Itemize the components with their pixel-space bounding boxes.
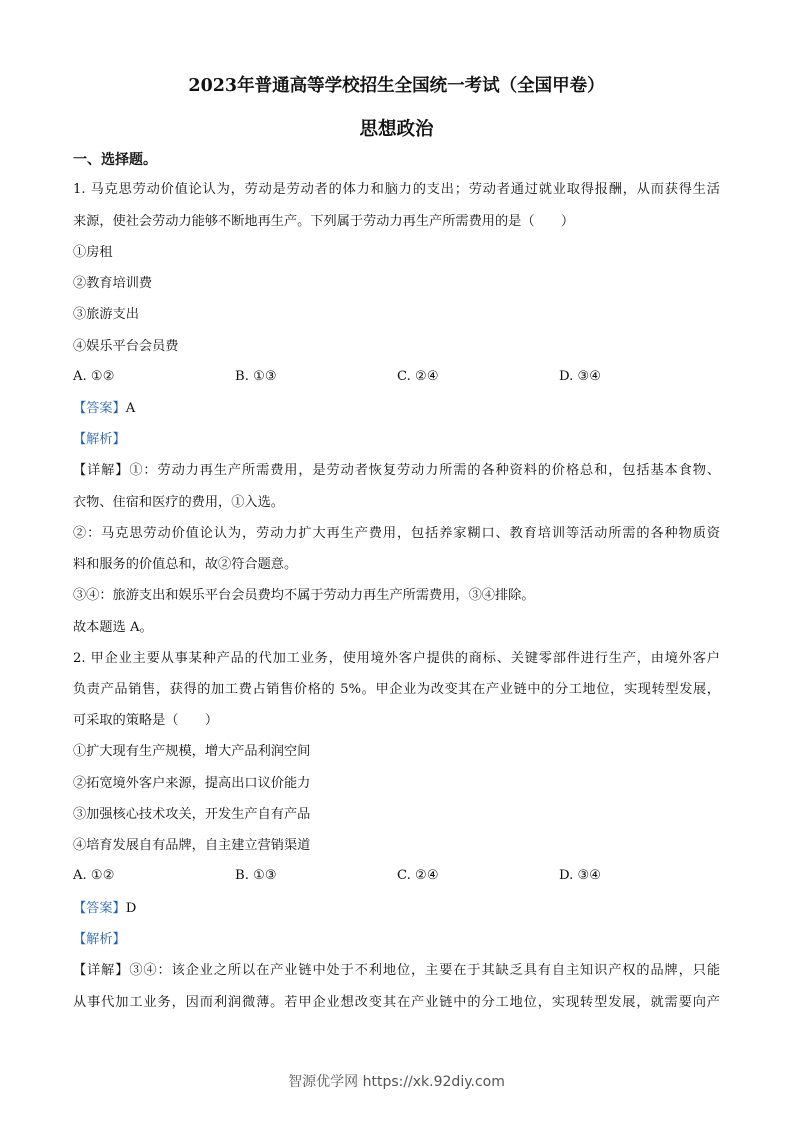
q2-option-b: B. ①③ bbox=[235, 868, 277, 883]
subject-title: 思想政治 bbox=[359, 119, 434, 140]
q1-detail-line-2: 衣物、住宿和医疗的费用，①入选。 bbox=[73, 495, 284, 510]
q1-option-b: B. ①③ bbox=[235, 369, 277, 384]
q2-item-3: ③加强核心技术攻关，开发生产自有产品 bbox=[73, 807, 311, 822]
q2-answer bbox=[73, 900, 136, 918]
q1-conclusion: 故本题选 A。 bbox=[73, 620, 153, 635]
q2-stem-line-1: 2. 甲企业主要从事某种产品的代加工业务，使用境外客户提供的商标、关键零部件进行生产，由境外客户 bbox=[73, 651, 720, 666]
q1-stem-line-2: 来源，使社会劳动力能够不断地再生产。下列属于劳动力再生产所需费用的是（ ） bbox=[73, 214, 575, 229]
footer-watermark: 智源优学网 https://xk.92diy.com bbox=[288, 1074, 505, 1090]
q1-option-c: C. ②④ bbox=[397, 369, 439, 384]
answer-tag: 【答案】 bbox=[73, 401, 126, 416]
q1-stem-line-1: 1. 马克思劳动价值论认为，劳动是劳动者的体力和脑力的支出；劳动者通过就业取得报酬，从而获得生活 bbox=[73, 182, 720, 197]
q2-analysis-tag: 【解析】 bbox=[73, 932, 126, 947]
q2-item-1: ①扩大现有生产规模，增大产品利润空间 bbox=[73, 744, 311, 759]
q2-stem-line-3: 可采取的策略是（ ） bbox=[73, 713, 219, 728]
q1-detail-line-4: 料和服务的价值总和，故②符合题意。 bbox=[73, 557, 298, 572]
detail-text: ③④：该企业之所以在产业链中处于不利地位，主要在于其缺乏具有自主知识产权的品牌，只能 bbox=[129, 963, 721, 978]
q1-detail-line-3: ②：马克思劳动价值论认为，劳动力扩大再生产费用，包括养家糊口、教育培训等活动所需的各种物质资 bbox=[73, 526, 720, 541]
q1-item-1: ①房租 bbox=[73, 245, 113, 260]
q1-option-d: D. ③④ bbox=[559, 369, 602, 384]
q2-stem-line-2: 负责产品销售，获得的加工费占销售价格的 5%。甲企业为改变其在产业链中的分工地位，实现转型发展， bbox=[73, 682, 720, 697]
q1-option-a: A. ①② bbox=[73, 369, 115, 384]
exam-title: 2023年普通高等学校招生全国统一考试（全国甲卷） bbox=[188, 76, 605, 96]
q2-item-4: ④培育发展自有品牌，自主建立营销渠道 bbox=[73, 838, 311, 853]
q2-option-c: C. ②④ bbox=[397, 868, 439, 883]
q2-detail-line-2: 从事代加工业务，因而利润微薄。若甲企业想改变其在产业链中的分工地位，实现转型发展，就需要向产 bbox=[73, 995, 720, 1010]
q2-item-2: ②拓宽境外客户来源，提高出口议价能力 bbox=[73, 776, 311, 791]
q1-item-3: ③旅游支出 bbox=[73, 307, 139, 322]
answer-tag: 【答案】 bbox=[73, 901, 126, 916]
section-heading: 一、选择题。 bbox=[73, 152, 157, 168]
q1-item-2: ②教育培训费 bbox=[73, 276, 153, 291]
q2-option-d: D. ③④ bbox=[559, 868, 602, 883]
q1-detail-line-1 bbox=[73, 462, 720, 480]
q1-answer bbox=[73, 400, 135, 418]
q1-detail-line-5: ③④：旅游支出和娱乐平台会员费均不属于劳动力再生产所需费用，③④排除。 bbox=[73, 588, 535, 603]
answer-value: A bbox=[125, 401, 136, 416]
detail-text: ①：劳动力再生产所需费用，是劳动者恢复劳动力所需的各种资料的价格总和，包括基本食物、 bbox=[129, 463, 721, 478]
detail-tag: 【详解】 bbox=[73, 963, 130, 978]
detail-tag: 【详解】 bbox=[73, 463, 130, 478]
answer-value: D bbox=[125, 901, 137, 916]
q1-item-4: ④娱乐平台会员费 bbox=[73, 339, 179, 354]
q2-option-a: A. ①② bbox=[73, 868, 115, 883]
q1-analysis-tag: 【解析】 bbox=[73, 432, 126, 447]
q2-detail-line-1 bbox=[73, 962, 720, 980]
